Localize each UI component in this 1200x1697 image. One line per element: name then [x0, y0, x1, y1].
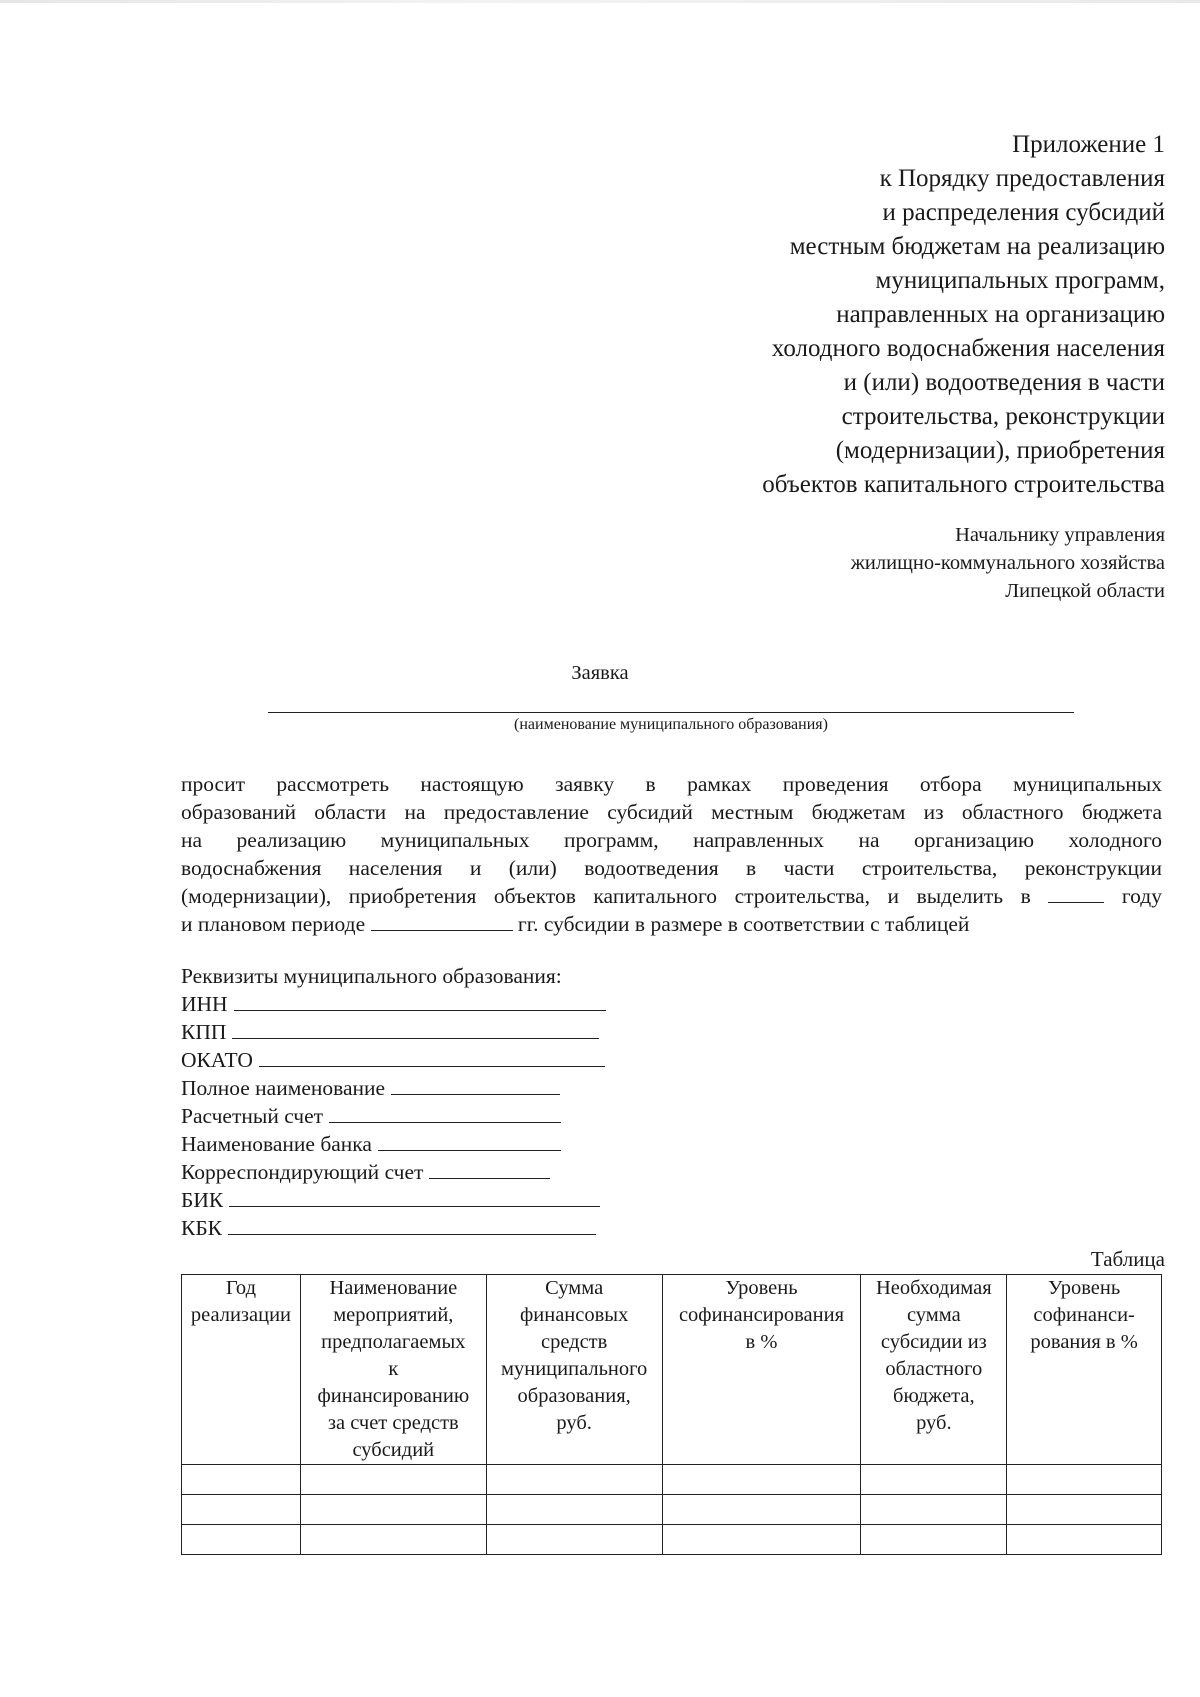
account-field[interactable] — [329, 1104, 561, 1123]
bik-label: БИК — [181, 1188, 224, 1212]
header-line: Сумма — [545, 1277, 604, 1299]
paragraph-text: и плановом периоде — [181, 912, 366, 936]
paragraph-line: водоснабжения населения и (или) водоотведения в части строительства, реконструкции — [181, 856, 1162, 880]
header-regional-sum — [861, 1275, 1007, 1465]
account-label: Расчетный счет — [181, 1104, 324, 1128]
header-line: субсидий — [352, 1439, 435, 1461]
document-title: Заявка — [571, 662, 629, 684]
appendix-line: к Порядку предоставления — [879, 165, 1165, 192]
addressee-block — [851, 521, 1165, 605]
kpp-label: КПП — [181, 1020, 227, 1044]
table-cell[interactable] — [1007, 1525, 1162, 1555]
header-line: предполагаемых — [321, 1331, 466, 1353]
municipality-name-blank[interactable] — [268, 712, 1074, 713]
okato-label: ОКАТО — [181, 1048, 253, 1072]
header-line: к — [388, 1358, 399, 1380]
header-line: руб. — [916, 1412, 952, 1434]
table-cell[interactable] — [861, 1525, 1007, 1555]
requisite-okato — [181, 1046, 606, 1074]
okato-field[interactable] — [259, 1048, 605, 1067]
table-cell[interactable] — [182, 1465, 301, 1495]
paragraph-line: образований области на предоставление субсидий местным бюджетам из областного бюджета — [181, 800, 1162, 824]
header-line: Необходимая — [875, 1277, 992, 1299]
requisite-bik — [181, 1186, 606, 1214]
kpp-field[interactable] — [232, 1020, 599, 1039]
header-line: софинанси- — [1033, 1304, 1135, 1326]
addressee-line: Липецкой области — [1005, 580, 1165, 602]
table-cell[interactable] — [486, 1465, 662, 1495]
paragraph-text: (модернизации), приобретения объектов капитального строительства, и выделить в — [181, 884, 1031, 908]
header-cofin-level — [662, 1275, 861, 1465]
appendix-line: строительства, реконструкции — [841, 403, 1165, 430]
addressee-line: Начальнику управления — [955, 524, 1165, 546]
full-name-field[interactable] — [391, 1076, 560, 1095]
table-header-row — [182, 1275, 1162, 1465]
table-cell[interactable] — [861, 1495, 1007, 1525]
request-paragraph — [181, 770, 1162, 938]
header-line: сумма — [906, 1304, 961, 1326]
header-line: Наименование — [329, 1277, 458, 1299]
header-line: областного — [885, 1358, 983, 1380]
header-line: финансовых — [519, 1304, 629, 1326]
header-line: руб. — [556, 1412, 592, 1434]
paragraph-line: на реализацию муниципальных программ, направленных на организацию холодного — [181, 828, 1162, 852]
paragraph-line — [181, 910, 1162, 938]
appendix-line: и (или) водоотведения в части — [843, 369, 1165, 396]
table-cell[interactable] — [182, 1495, 301, 1525]
table-cell[interactable] — [1007, 1465, 1162, 1495]
header-line: Год — [225, 1277, 257, 1299]
appendix-line: объектов капитального строительства — [762, 471, 1165, 498]
appendix-line: и распределения субсидий — [882, 199, 1165, 226]
appendix-line: направленных на организацию — [836, 301, 1165, 328]
header-line: Уровень — [725, 1277, 798, 1299]
appendix-line: (модернизации), приобретения — [835, 437, 1165, 464]
planning-period-blank[interactable] — [371, 912, 513, 931]
header-line: образования, — [517, 1385, 631, 1407]
requisite-inn — [181, 990, 606, 1018]
appendix-line: муниципальных программ, — [875, 267, 1165, 294]
municipality-name-caption: (наименование муниципального образования) — [514, 716, 828, 733]
header-line: муниципального — [501, 1358, 648, 1380]
table-cell[interactable] — [486, 1525, 662, 1555]
table-cell[interactable] — [662, 1495, 861, 1525]
requisite-kpp — [181, 1018, 606, 1046]
table-row — [182, 1465, 1162, 1495]
addressee-line: жилищно-коммунального хозяйства — [850, 552, 1165, 574]
paragraph-line: просит рассмотреть настоящую заявку в рамках проведения отбора муниципальных — [181, 772, 1162, 796]
requisite-account — [181, 1102, 606, 1130]
paragraph-text: гг. субсидии в размере в соответствии с таблицей — [517, 912, 970, 936]
inn-label: ИНН — [181, 992, 228, 1016]
header-municipal-sum — [486, 1275, 662, 1465]
table-cell[interactable] — [300, 1465, 486, 1495]
bank-field[interactable] — [378, 1132, 561, 1151]
header-line: мероприятий, — [333, 1304, 454, 1326]
header-year — [182, 1275, 301, 1465]
table-cell[interactable] — [182, 1525, 301, 1555]
header-line: бюджета, — [893, 1385, 975, 1407]
requisite-corr — [181, 1158, 606, 1186]
full-name-label: Полное наименование — [181, 1076, 386, 1100]
appendix-line: местным бюджетам на реализацию — [789, 233, 1165, 260]
header-line: за счет средств — [327, 1412, 459, 1434]
paragraph-line — [181, 882, 1162, 910]
table-row — [182, 1525, 1162, 1555]
header-line: в % — [745, 1331, 778, 1353]
table-cell[interactable] — [300, 1495, 486, 1525]
subsidy-table — [181, 1274, 1162, 1555]
header-events — [300, 1275, 486, 1465]
requisite-bank — [181, 1130, 606, 1158]
scan-edge — [0, 0, 1200, 3]
header-line: субсидии из — [880, 1331, 987, 1353]
requisite-full-name — [181, 1074, 606, 1102]
table-caption: Таблица — [1090, 1247, 1165, 1271]
header-cofin-level-2 — [1007, 1275, 1162, 1465]
corr-field[interactable] — [429, 1160, 550, 1179]
table-row — [182, 1495, 1162, 1525]
requisites-heading: Реквизиты муниципального образования: — [181, 964, 562, 988]
inn-field[interactable] — [234, 992, 606, 1011]
bik-field[interactable] — [229, 1188, 600, 1207]
year-blank[interactable] — [1048, 884, 1104, 903]
paragraph-text: году — [1121, 884, 1162, 908]
header-line: рования в % — [1030, 1331, 1138, 1353]
kbk-field[interactable] — [228, 1216, 596, 1235]
table-cell[interactable] — [486, 1495, 662, 1525]
header-line: софинансирования — [678, 1304, 845, 1326]
header-line: реализации — [190, 1304, 292, 1326]
corr-label: Корреспондирующий счет — [181, 1160, 424, 1184]
bank-label: Наименование банка — [181, 1132, 372, 1156]
requisites-block — [181, 962, 606, 1242]
table-cell[interactable] — [662, 1465, 861, 1495]
requisite-kbk — [181, 1214, 606, 1242]
kbk-label: КБК — [181, 1216, 223, 1240]
header-line: Уровень — [1048, 1277, 1121, 1299]
header-line: средств — [540, 1331, 608, 1353]
table-cell[interactable] — [1007, 1495, 1162, 1525]
table-cell[interactable] — [662, 1525, 861, 1555]
appendix-line: Приложение 1 — [1012, 131, 1165, 158]
appendix-heading — [762, 128, 1165, 502]
appendix-line: холодного водоснабжения населения — [771, 335, 1165, 362]
table-cell[interactable] — [861, 1465, 1007, 1495]
table-cell[interactable] — [300, 1525, 486, 1555]
header-line: финансированию — [317, 1385, 470, 1407]
